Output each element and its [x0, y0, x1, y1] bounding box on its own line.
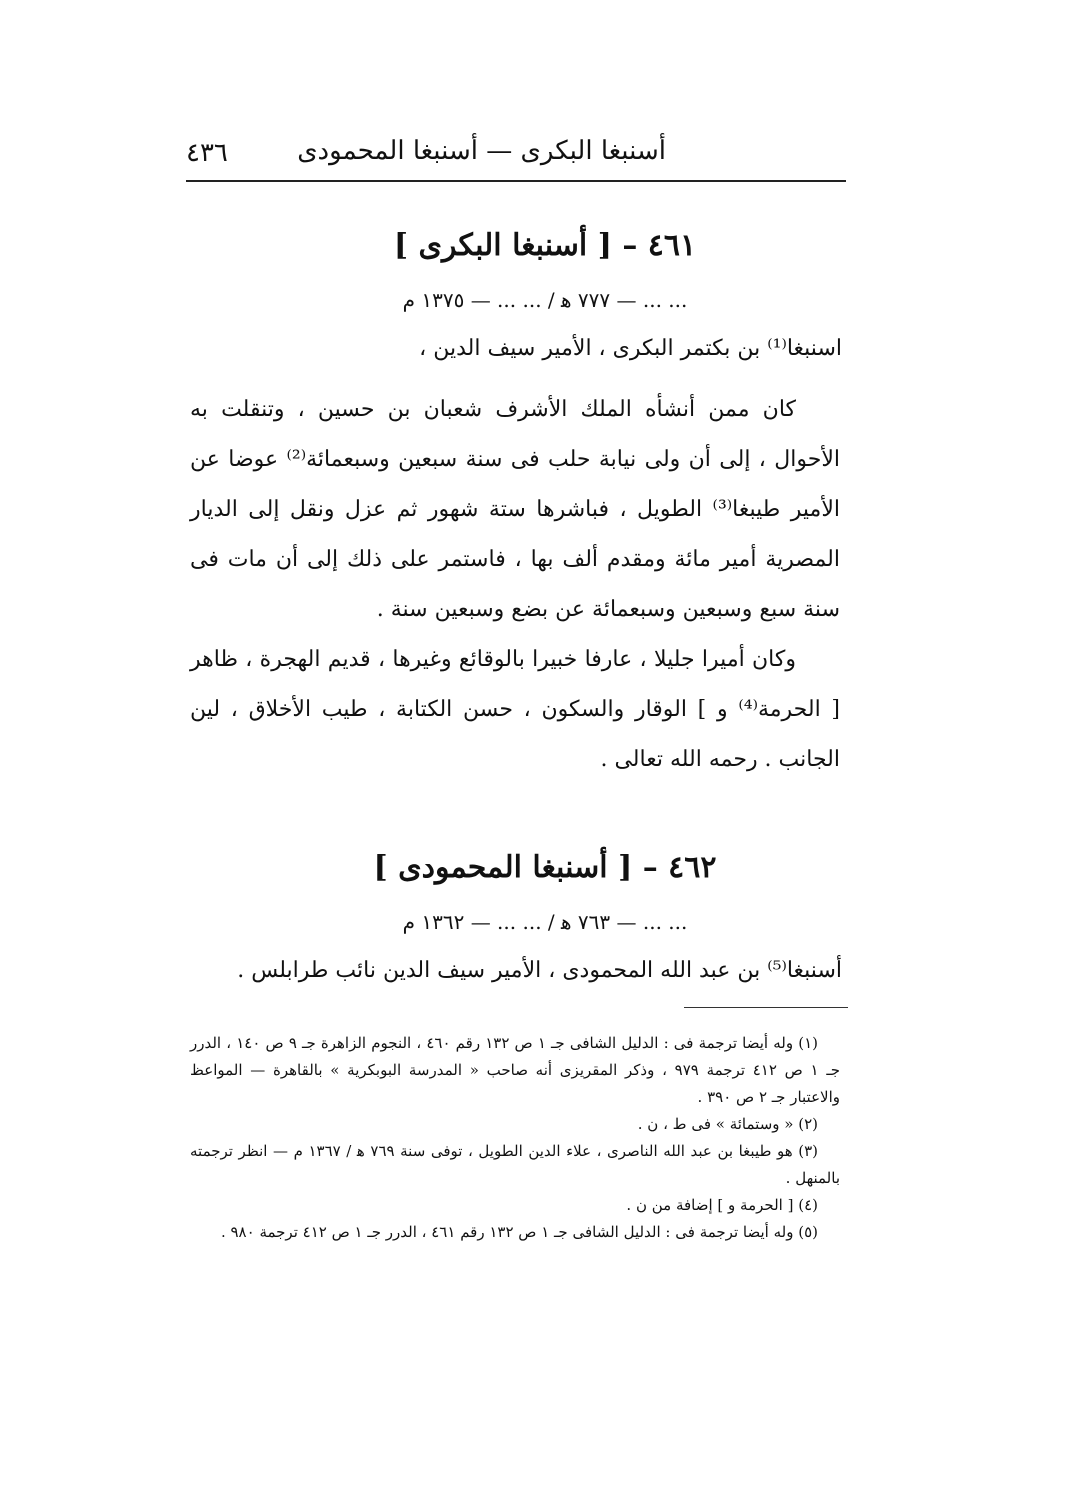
page-number: ٤٣٦ [186, 138, 228, 168]
entry-462-name: أسنبغا⁽⁵⁾ بن عبد الله المحمودى ، الأمير سيف الدين نائب طرابلس . [237, 958, 842, 983]
entry-461-biography [190, 385, 840, 785]
entry-461-paragraph-2: وكان أميرا جليلا ، عارفا خبيرا بالوقائع وغيرها ، قديم الهجرة ، ظاهر [ الحرمة⁽⁴⁾ و ] الوقار والسكون ، حسن الكتابة ، طيب الأخلاق ، لين الجانب . رحمه الله تعالى . [190, 647, 840, 772]
entry-461-title: ٤٦١ – [ أسنبغا البكرى ] [393, 228, 697, 263]
footnote-divider [684, 1007, 848, 1008]
footnote-3: (٣) هو طيبغا بن عبد الله الناصرى ، علاء الدين الطويل ، توفى سنة ٧٦٩ ﻫ / ١٣٦٧ م — انظر ترجمته بالمنهل . [190, 1142, 840, 1187]
footnotes [190, 1030, 840, 1246]
entry-462-dates: ... ... — ٧٦٣ ﻫ / ... ... — ١٣٦٢ م [402, 910, 688, 934]
page-header [186, 132, 846, 182]
entry-461-dates: ... ... — ٧٧٧ ﻫ / ... ... — ١٣٧٥ م [402, 288, 688, 312]
footnote-4: (٤) [ الحرمة و ] إضافة من ن . [626, 1196, 818, 1214]
running-title: أسنبغا البكرى — أسنبغا المحمودى [297, 136, 666, 166]
entry-461-paragraph-1: كان ممن أنشأه الملك الأشرف شعبان بن حسين ، وتنقلت به الأحوال ، إلى أن ولى نيابة حلب فى سنة سبعين وسبعمائة⁽²⁾ عوضا عن الأمير طيبغا⁽³⁾ الطويل ، فباشرها ستة شهور ثم عزل ونقل إلى الديار المصرية أمير مائة ومقدم ألف بها ، فاستمر على ذلك إلى أن مات فى سنة سبع وسبعين وسبعمائة عن بضع وسبعين سنة . [190, 397, 840, 622]
footnote-5: (٥) وله أيضا ترجمة فى : الدليل الشافى جـ ١ ص ١٣٢ رقم ٤٦١ ، الدرر جـ ١ ص ٤١٢ ترجمة ٩٨٠ . [220, 1223, 818, 1241]
footnote-1: (١) وله أيضا ترجمة فى : الدليل الشافى جـ ١ ص ١٣٢ رقم ٤٦٠ ، النجوم الزاهرة جـ ٩ ص ١٤٠ ، الدرر جـ ١ ص ٤١٢ ترجمة ٩٧٩ ، وذكر المقريزى أنه صاحب « المدرسة البوبكرية » بالقاهرة — المواعظ والاعتبار جـ ٢ ص ٣٩٠ . [190, 1034, 840, 1106]
footnote-2: (٢) « وستمائة » فى ط ، ن . [637, 1115, 818, 1133]
entry-462-title: ٤٦٢ – [ أسنبغا المحمودى ] [373, 850, 717, 885]
entry-461-name: اسنبغا⁽¹⁾ بن بكتمر البكرى ، الأمير سيف الدين ، [419, 336, 842, 361]
